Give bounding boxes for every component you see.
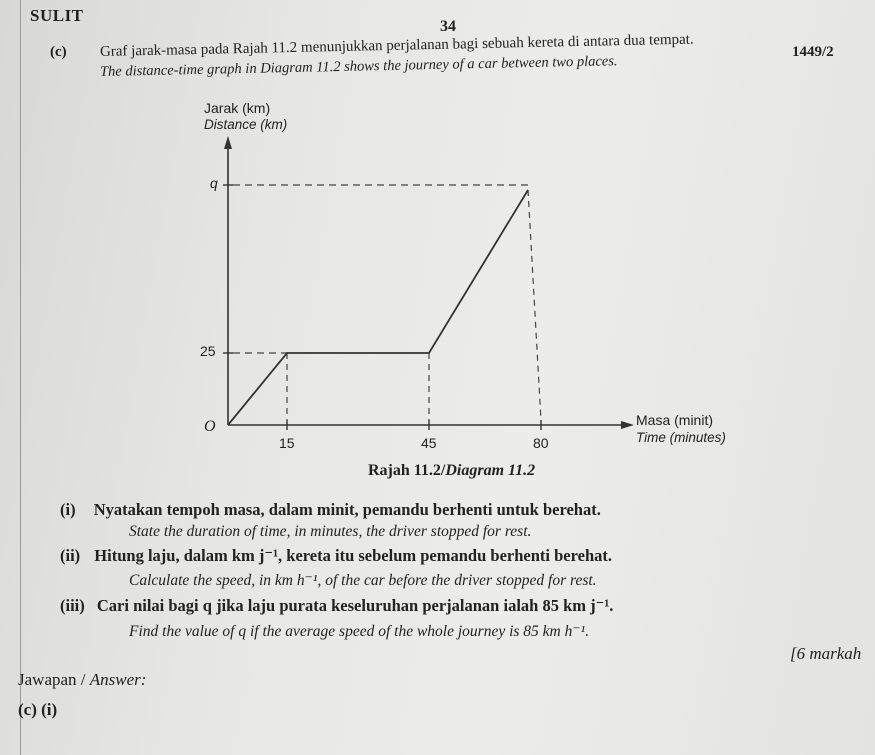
item-text-malay: Nyatakan tempoh masa, dalam minit, pemandu berhenti untuk berehat. xyxy=(93,500,601,519)
question-text-malay: Graf jarak-masa pada Rajah 11.2 menunjukkan perjalanan bagi sebuah kereta di antara dua tempat. xyxy=(99,31,694,60)
x-tick-label-80: 80 xyxy=(533,435,549,451)
x-tick-label-45: 45 xyxy=(421,435,437,451)
origin-label: O xyxy=(204,418,216,435)
item-ii-english: Calculate the speed, in km h⁻¹, of the car before the driver stopped for rest. xyxy=(129,572,597,589)
paper-code: 1449/2 xyxy=(792,44,834,60)
item-i-english: State the duration of time, in minutes, the driver stopped for rest. xyxy=(129,523,532,540)
question-label: (c) xyxy=(50,44,67,60)
y-tick-label-25: 25 xyxy=(200,343,216,359)
item-iii-english: Find the value of q if the average speed of the whole journey is 85 km h⁻¹. xyxy=(129,623,590,640)
answer-part-label: (c) (i) xyxy=(18,700,58,719)
item-ii xyxy=(60,546,612,566)
page-number: 34 xyxy=(440,18,456,35)
caption-english: Diagram 11.2 xyxy=(445,462,536,479)
answer-heading xyxy=(18,670,146,690)
x-axis-label-english: Time (minutes) xyxy=(636,430,726,445)
x-tick-label-15: 15 xyxy=(279,435,295,451)
item-i xyxy=(60,500,601,520)
item-text-malay: Hitung laju, dalam km j⁻¹, kereta itu sebelum pemandu berhenti berehat. xyxy=(94,546,612,565)
item-number: (ii) xyxy=(60,546,81,565)
y-axis-label-english: Distance (km) xyxy=(204,117,288,132)
x-axis-arrow xyxy=(621,421,634,429)
y-tick-label-q: q xyxy=(210,175,218,191)
diagram-caption xyxy=(368,462,535,480)
x-axis-label-malay: Masa (minit) xyxy=(636,412,714,428)
question-text-english: The distance-time graph in Diagram 11.2 shows the journey of a car between two places. xyxy=(99,53,618,80)
item-iii xyxy=(60,596,613,616)
journey-line xyxy=(228,190,528,425)
item-number: (iii) xyxy=(60,596,85,615)
answer-english: Answer: xyxy=(89,670,147,689)
item-number: (i) xyxy=(60,500,76,519)
answer-malay: Jawapan / xyxy=(18,670,90,689)
guide-80 xyxy=(528,190,541,420)
y-axis-label-malay: Jarak (km) xyxy=(204,100,271,116)
caption-malay: Rajah 11.2/ xyxy=(368,462,446,479)
sulit-header: SULIT xyxy=(30,6,84,25)
marks-label: [6 markah xyxy=(790,644,862,663)
y-axis-arrow xyxy=(224,136,232,149)
item-text-malay: Cari nilai bagi q jika laju purata keseluruhan perjalanan ialah 85 km j⁻¹. xyxy=(96,596,614,615)
